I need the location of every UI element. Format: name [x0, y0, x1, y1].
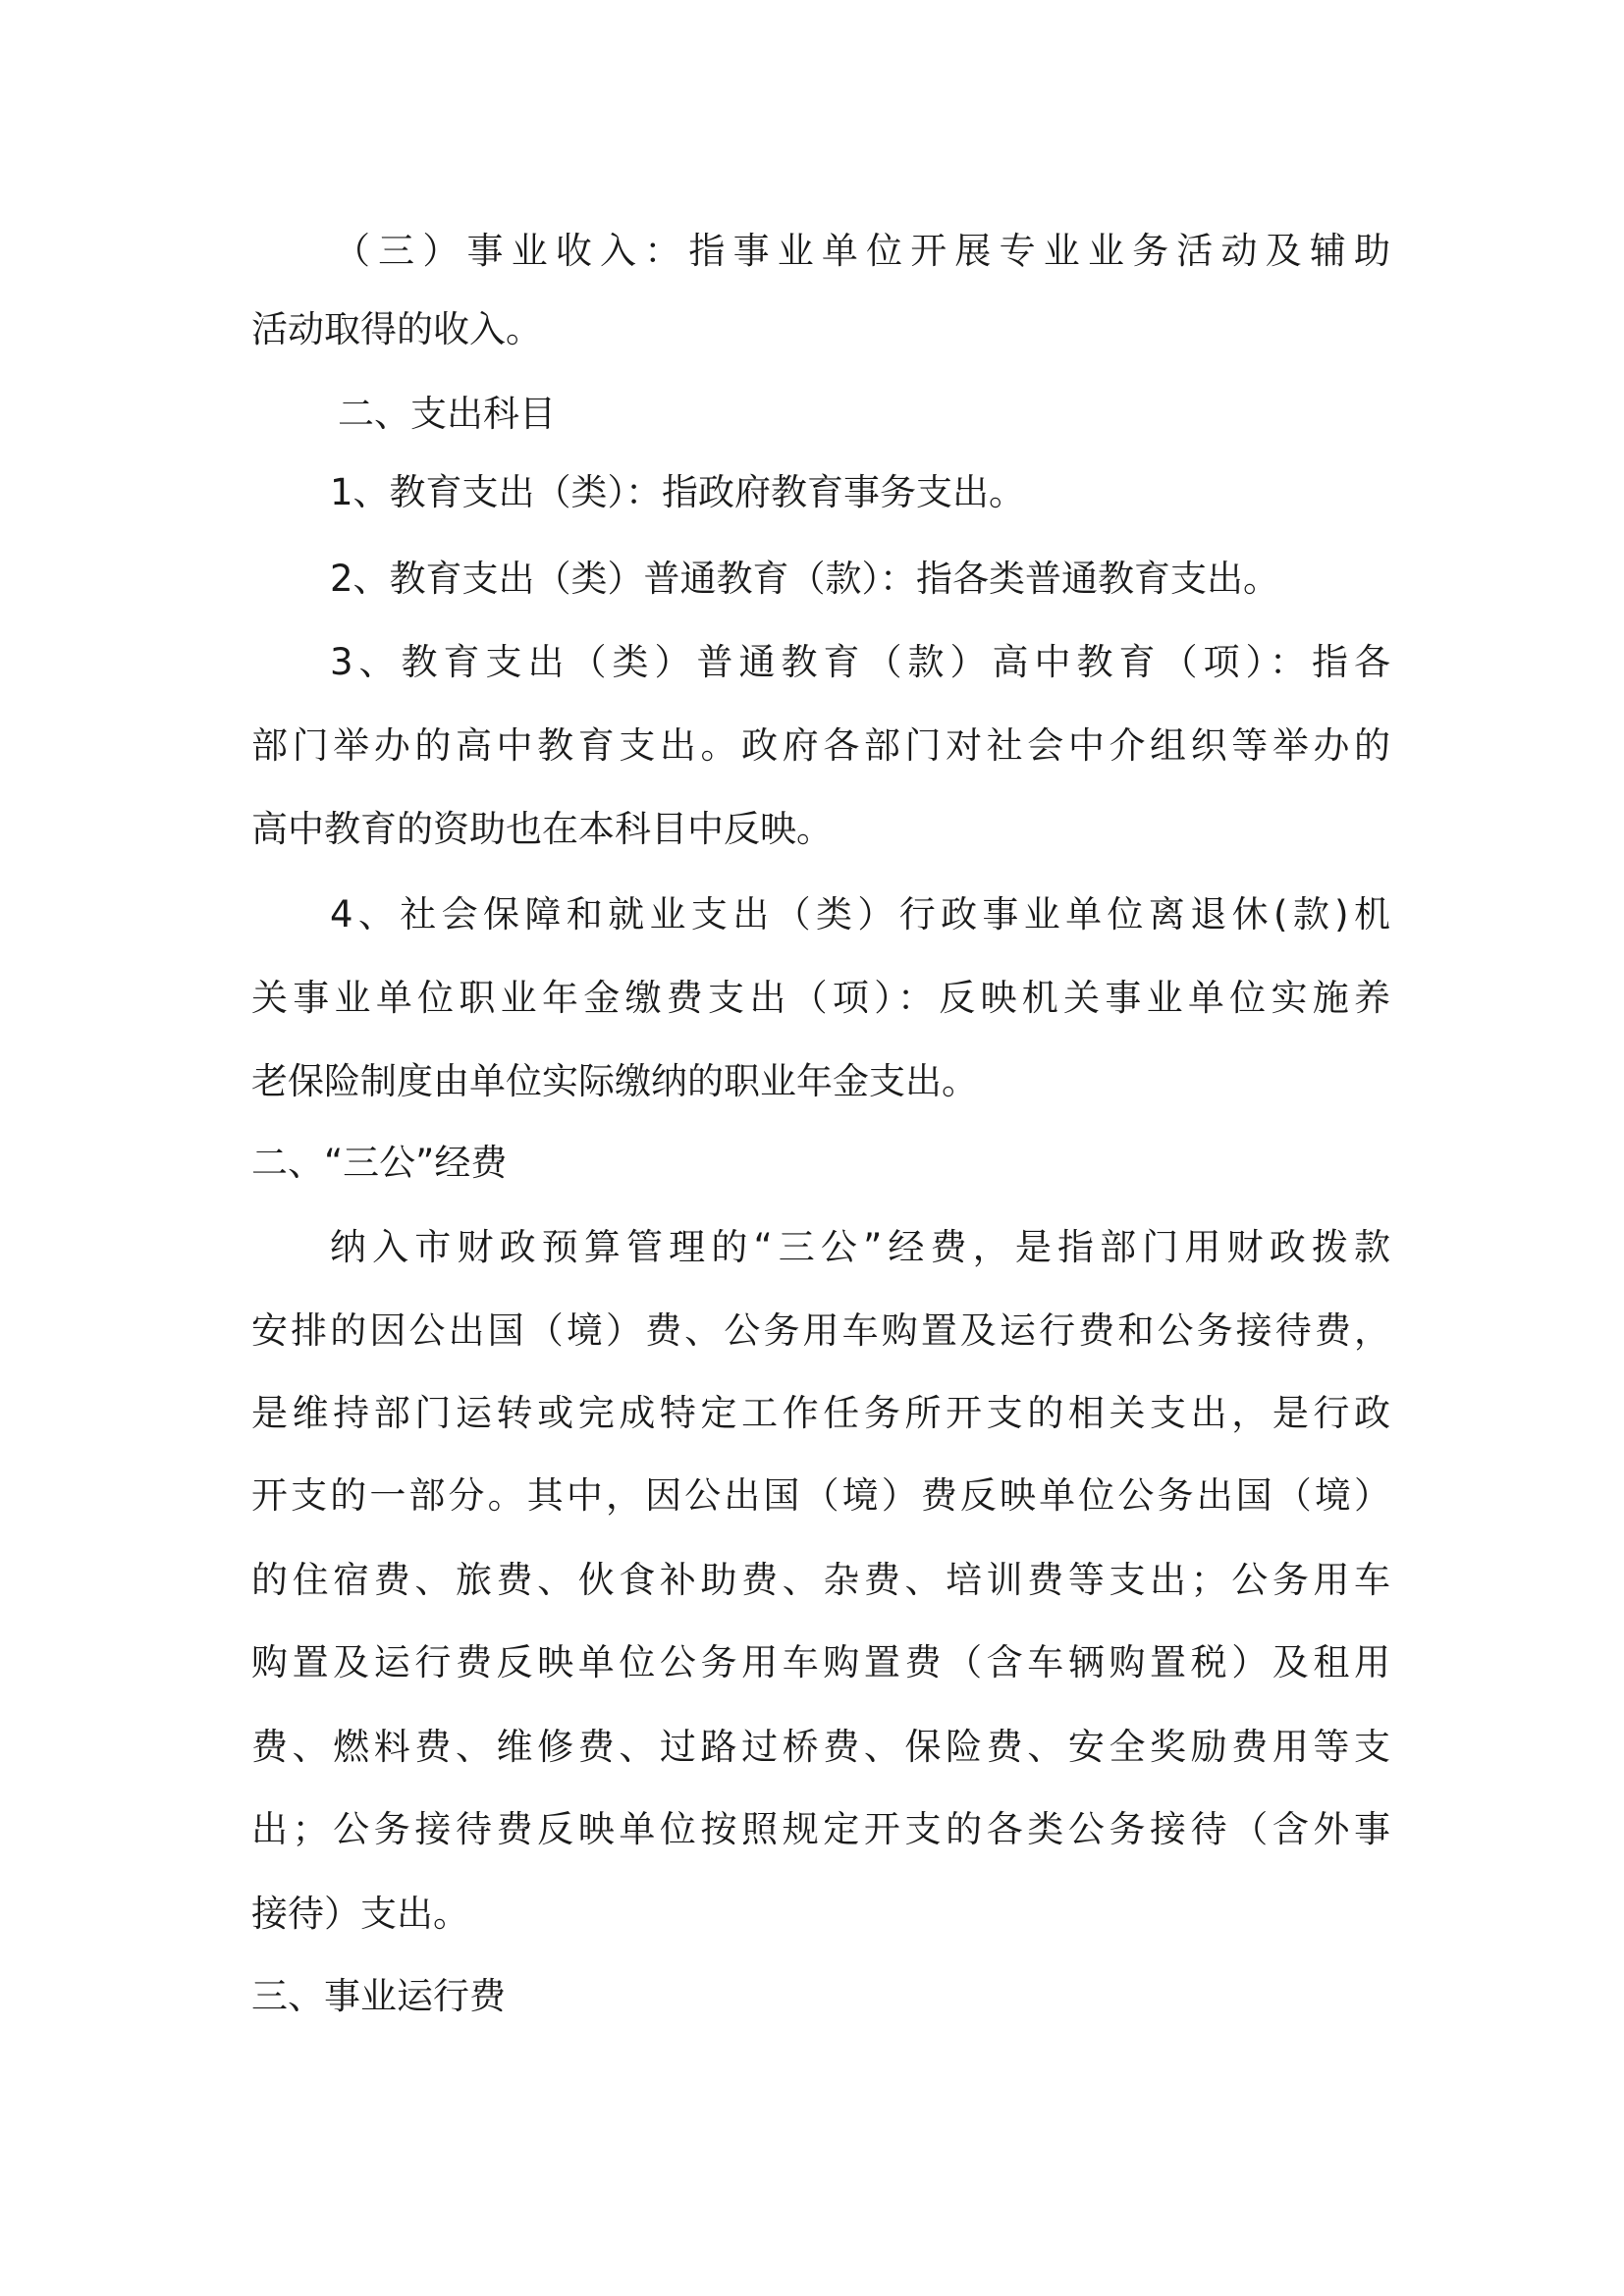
- section-heading-expenditure: 二、支出科目: [338, 393, 556, 435]
- paragraph-income-3-line-1: （三）事业收入：指事业单位开展专业业务活动及辅助: [334, 230, 1390, 272]
- paragraph-exp-3-line-3: 高中教育的资助也在本科目中反映。: [251, 808, 833, 850]
- paragraph-three-public-line-3: 是维持部门运转或完成特定工作任务所开支的相关支出，是行政: [251, 1392, 1390, 1434]
- paragraph-exp-2: 2、教育支出（类）普通教育（款）：指各类普通教育支出。: [330, 558, 1280, 600]
- paragraph-exp-4-line-3: 老保险制度由单位实际缴纳的职业年金支出。: [251, 1060, 978, 1102]
- paragraph-exp-4-line-2: 关事业单位职业年金缴费支出（项）：反映机关事业单位实施养: [251, 977, 1390, 1019]
- paragraph-exp-3-line-2: 部门举办的高中教育支出。政府各部门对社会中介组织等举办的: [251, 724, 1390, 767]
- paragraph-three-public-line-8: 出；公务接待费反映单位按照规定开支的各类公务接待（含外事: [251, 1808, 1390, 1850]
- paragraph-exp-1: 1、教育支出（类）：指政府教育事务支出。: [330, 471, 1026, 513]
- paragraph-income-3-line-2: 活动取得的收入。: [251, 308, 542, 350]
- paragraph-three-public-line-2: 安排的因公出国（境）费、公务用车购置及运行费和公务接待费，: [251, 1309, 1390, 1352]
- paragraph-three-public-line-4: 开支的一部分。其中，因公出国（境）费反映单位公务出国（境）: [251, 1474, 1390, 1517]
- paragraph-three-public-line-9: 接待）支出。: [251, 1893, 469, 1935]
- paragraph-exp-4-line-1: 4、社会保障和就业支出（类）行政事业单位离退休(款)机: [330, 893, 1390, 935]
- paragraph-three-public-line-7: 费、燃料费、维修费、过路过桥费、保险费、安全奖励费用等支: [251, 1726, 1390, 1768]
- paragraph-three-public-line-5: 的住宿费、旅费、伙食补助费、杂费、培训费等支出；公务用车: [251, 1559, 1390, 1601]
- section-heading-three-public-funds: 二、“三公”经费: [251, 1142, 508, 1184]
- paragraph-three-public-line-1: 纳入市财政预算管理的“三公”经费，是指部门用财政拨款: [330, 1226, 1390, 1268]
- paragraph-three-public-line-6: 购置及运行费反映单位公务用车购置费（含车辆购置税）及租用: [251, 1641, 1390, 1683]
- paragraph-exp-3-line-1: 3、教育支出（类）普通教育（款）高中教育（项）：指各: [330, 641, 1390, 683]
- section-heading-operating-costs: 三、事业运行费: [251, 1975, 506, 2017]
